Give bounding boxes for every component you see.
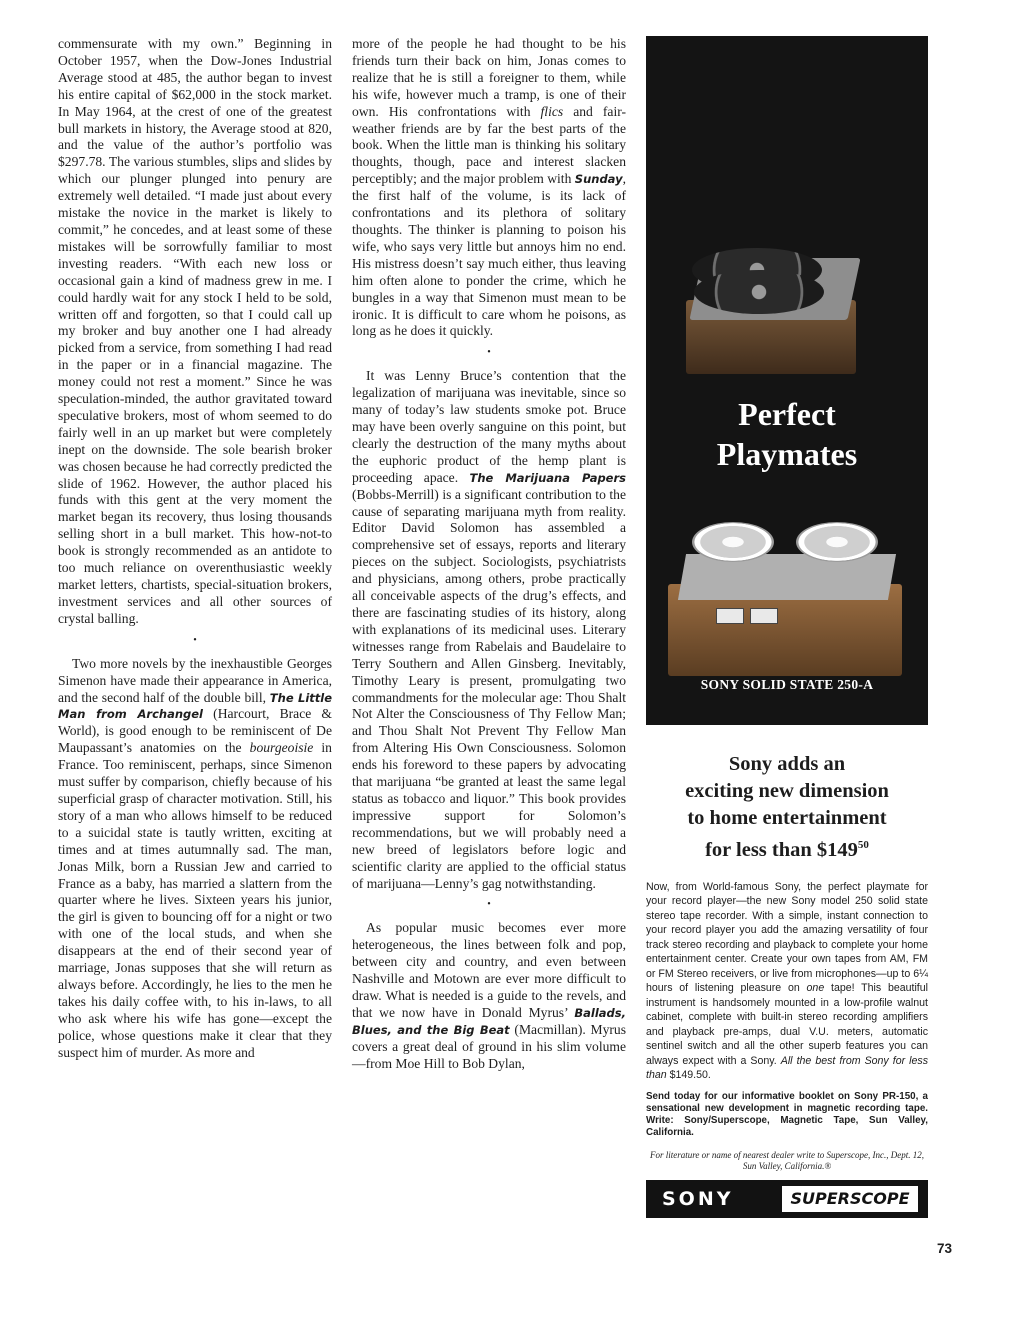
ad-slogan: All the best from Sony for less than: [646, 1054, 928, 1082]
ad-dealer-note: For literature or name of nearest dealer write to Superscope, Inc., Dept. 12, Sun Valley, California.®: [649, 1149, 925, 1171]
subheadline-line: Sony adds an: [728, 753, 846, 775]
book-title-little-man: The Little Man from Archangel: [58, 690, 332, 722]
paragraph-stock-market: commensurate with my own.” Beginning in October 1957, when the Dow-Jones Industrial Average stood at 485, the author began to invest his entire capital of $62,000 in the stock market. In May 1964, at the crest of one of the greatest bull markets in history, the Average stood at 820, and the value of the author’s portfolio was $297.78. The various stumbles, slips and slides by which our plunger plunged into penury are extremely well detailed. “I made just about every mistake the novice in the market is likely to commit,” he concedes, and at least some of these mistakes will be sorrowfully familiar to most investing readers. “With each new loss or occasional gain a kind of madness grew in me. I could hardly wait for any stock I held to be sold, written off and forgotten, so that I could call up my broker and buy another one I had already picked from a service, from something I had read in the paper or in a financial magazine. The money could not rest a moment.” Since he was speculation-minded, the author gravitated toward speculative brokers, most of whom seemed to do fairly well in an up market but were completely inept on the downside. The sole bearish broker was chosen because he had correctly predicted the slide of 1962. However, the author placed his funds with this gent at the very moment the market began its recovery, thus losing thousands selling short in a bull market. This how-not-to book is strongly recommended as an antidote to too much reliance on overenthusiastic weekly market letters, chartists, special-situation brokers, investment services and all other sources of crystal balling.: [58, 36, 332, 626]
tape-reel-image: [692, 522, 774, 562]
text-run: tape! This beautiful instrument is handsomely mounted in a low-profile walnut cabinet, complete with built-in stereo recording amplifiers and playback pre-amps, dual V.U. meters, automatic sentinel switch and all the other superb features you can always expect with a Sony.: [646, 982, 928, 1067]
paragraph-music: [352, 920, 626, 1072]
ad-photo-panel: [646, 36, 928, 725]
section-bullet: •: [193, 634, 197, 646]
subheadline-line: exciting new dimension: [685, 780, 889, 802]
italic-word: flics: [540, 103, 564, 119]
paragraph-simenon: [58, 656, 332, 1062]
text-run: more of the people he had thought to be his friends turn their back on him, Jonas comes to realize that he is still a foreigner to them, while his wife, however much a tramp, is one of their own. His confrontations with: [352, 36, 626, 119]
tape-recorder-panel-image: [678, 554, 896, 600]
paragraph-marijuana: [352, 368, 626, 892]
ad-headline-line-2: Playmates: [716, 436, 858, 472]
text-run: Two more novels by the inexhaustible Georges Simenon have made their appearance in America, and the second half of the double bill,: [58, 655, 332, 705]
book-title-marijuana-papers: The Marijuana Papers: [469, 470, 627, 485]
ad-body-copy: [646, 880, 928, 1083]
ad-photo-caption: SONY SOLID STATE 250-A: [700, 677, 874, 692]
ad-booklet-offer: Send today for our informative booklet on Sony PR-150, a sensational new development in magnetic recording tape. Write: Sony/Superscope, Magnetic Tape, Sun Valley, California.: [646, 1090, 928, 1139]
ad-subheadline: [646, 751, 928, 864]
paragraph-jonas: [352, 36, 626, 340]
text-run: in France. Too reminiscent, perhaps, since Simenon must suffer by comparison, chiefly because of his superficial grasp of character motivation. Still, his story of a man who allows himself to be reduced to a suicidal state is tautly written, exciting at times and at times autumnally sad. The man, Jonas Milk, born a Russian Jew and carried to France as a baby, has married a slattern from the quarter where he lives. Sixteen years his junior, the girl is given to bouncing off for a night or two with one of the local studs, and when she disappears at the end of their second year of marriage, Jonas supposes that she will return as always before. Accordingly, he lies to the men he takes his daily coffee with, to his in-laws, to all who ask where his wife has gone—except the police, whose questions make it clear that they suspect him of murder. As more and: [58, 740, 332, 1060]
text-run: $149.50.: [666, 1069, 711, 1082]
sony-advertisement: [646, 36, 928, 1218]
book-title-sunday: Sunday: [574, 172, 623, 187]
text-run: (Macmillan). Myrus covers a great deal of ground in his slim volume—from Moe Hill to Bob Dylan,: [352, 1021, 626, 1071]
subheadline-line: [646, 832, 928, 864]
subheadline-line: to home entertainment: [687, 807, 887, 829]
text-run: and fair-weather friends are by far the best parts of the book. When the little man is thinking his solitary thoughts, though, pace and interest slacken perceptibly; and the major problem with: [352, 103, 627, 187]
tape-reel-image: [796, 522, 878, 562]
article-column-1: [58, 36, 332, 1061]
vu-meter-image: [750, 608, 778, 624]
text-run: , the first half of the volume, is its lack of confrontations and its plethora of solitary thoughts. The thinker is planning to poison his wife, who says very little but annoys him no end. His mistress doesn’t say much either, thus leaving him often alone to ponder the crime, which he bungles in a way that Simenon must mean to be ironic. It is difficult to care whom he poisons, as long as he does it quickly.: [352, 171, 626, 339]
text-run: (Harcourt, Brace & World), is good enough to be reminiscent of De Maupassant’s anatomies on the: [58, 706, 333, 756]
text-run: Now, from World-famous Sony, the perfect playmate for your record player—the new Sony model 250 solid state stereo tape recorder. With a simple, instant connection to your record player you add the amazing versatility of four track stereo recording and playback to complete your home entertainment center. Create your own tapes from AM, FM or FM Stereo receivers, or live from microphones—up to 6¼ hours of listening pleasure on: [646, 880, 928, 995]
section-bullet: •: [487, 899, 491, 911]
vu-meter-image: [716, 608, 744, 624]
article-column-2: [352, 36, 626, 1073]
section-bullet: •: [487, 347, 491, 359]
italic-word: bourgeoisie: [249, 740, 314, 756]
subheadline-price: for less than $149: [705, 838, 858, 861]
superscope-logo: SUPERSCOPE: [782, 1186, 918, 1212]
ad-headline-line-1: Perfect: [738, 396, 836, 432]
book-title-ballads: Ballads, Blues, and the Big Beat: [352, 1005, 626, 1037]
page-number: 73: [937, 1241, 953, 1256]
sony-logo: SONY: [662, 1187, 734, 1210]
price-cents: 50: [857, 839, 869, 851]
brand-logo-bar: [646, 1180, 928, 1218]
record-image: [694, 270, 824, 314]
italic-word: one: [806, 982, 825, 995]
text-run: It was Lenny Bruce’s contention that the legalization of marijuana was inevitable, since so many of today’s law students smoke pot. Bruce may have been overly sanguine on this point, but clearly the destruction of the many myths about the euphoric product of the hemp plant is proceeding apace.: [352, 368, 626, 485]
text-run: (Bobbs-Merrill) is a significant contribution to the cause of separating marijuana myth from reality. Editor David Solomon has assembled a comprehensive set of essays, reports and literary pieces on the subject. Sociologists, psychiatrists and physicians, among others, probe practically all conceivable aspects of the drug’s effects, and there are fascinating studies of its history, along with explanations of its medicinal uses. Literary witnesses range from Rabelais and Baudelaire to Terry Southern and Allen Ginsberg. Inevitably, Timothy Leary is present, promulgating two commandments for the molecular age: Thou Shalt Not Alter the Consciousness of Thy Fellow Man; and Thou Shalt Not Prevent Thy Fellow Man from Altering His Own Consciousness. Solomon ends his foreword to these papers by advocating that marijuana “be granted at least the same legal status as tobacco and liquor.” This book provides impressive support for Solomon’s recommendations, but we will probably need a new breed of legislators before logic and scientific clarity are applied to the official status of marijuana—Lenny’s gag notwithstanding.: [352, 486, 626, 891]
text-run: As popular music becomes ever more heterogeneous, the lines between folk and pop, between city and country, and even between Nashville and Motown are ever more difficult to draw. What is needed is a guide to the revels, and that we now have in Donald Myrus’: [352, 920, 626, 1020]
